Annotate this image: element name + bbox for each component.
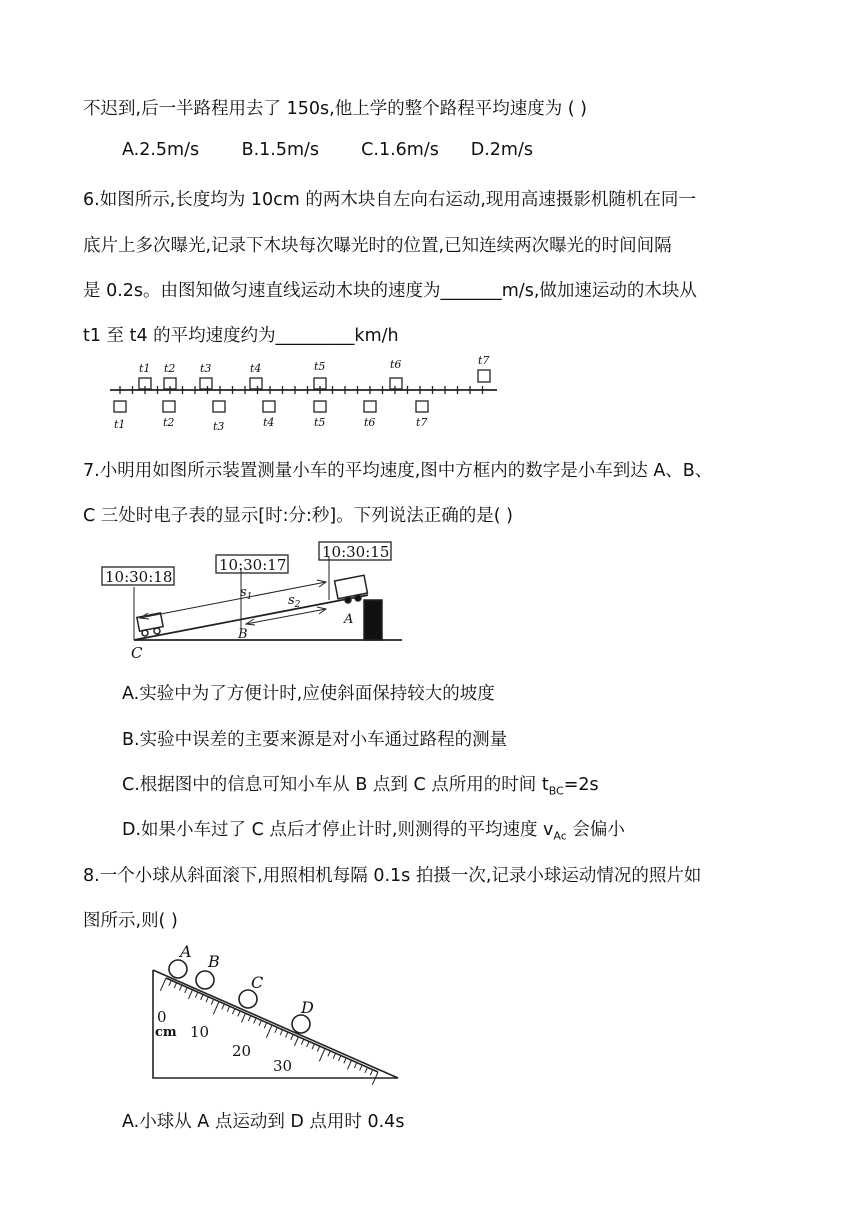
q8-label-c: C <box>251 973 264 992</box>
q6-line-3: 是 0.2s。由图知做匀速直线运动木块的速度为_______m/s,做加速运动的木块从 <box>83 281 697 301</box>
q6-bottom-label-3: t3 <box>213 420 225 433</box>
q7-time-b: 10:30:17 <box>219 556 287 574</box>
q7-label-b: B <box>238 627 248 642</box>
q7-label-c: C <box>131 644 143 662</box>
q7-option-c: C.根据图中的信息可知小车从 B 点到 C 点所用的时间 $t_{BC}=2s$ <box>122 775 599 798</box>
q7-line-2: C 三处时电子表的显示[时:分:秒]。下列说法正确的是( ) <box>83 506 513 526</box>
q7-option-b: B.实验中误差的主要来源是对小车通过路程的测量 <box>122 730 508 750</box>
q5-option-c: C.1.6m/s <box>361 140 439 160</box>
q6-top-label-3: t3 <box>200 362 212 375</box>
q6-top-label-7: t7 <box>478 354 490 367</box>
q6-exposure-figure <box>105 350 505 435</box>
q7-option-d: D.如果小车过了 C 点后才停止计时,则测得的平均速度 $v_{Ac}$ 会偏小 <box>122 820 625 843</box>
q7-time-c: 10:30:18 <box>105 568 173 586</box>
q7-line-1: 7.小明用如图所示装置测量小车的平均速度,图中方框内的数字是小车到达 A、B、 <box>83 461 713 481</box>
q8-scale-10: 10 <box>190 1023 210 1041</box>
q8-label-d: D <box>301 998 314 1017</box>
q8-label-a: A <box>180 942 192 961</box>
q6-top-label-4: t4 <box>250 362 262 375</box>
q5-line: 不迟到,后一半路程用去了 150s,他上学的整个路程平均速度为 ( ) <box>83 99 587 119</box>
q8-scale-30: 30 <box>273 1057 293 1075</box>
q5-option-a: A.2.5m/s <box>122 140 200 160</box>
q6-bottom-label-4: t4 <box>263 416 275 429</box>
q6-line-1: 6.如图所示,长度均为 10cm 的两木块自左向右运动,现用高速摄影机随机在同一 <box>83 190 696 210</box>
q8-ball-a <box>169 960 187 978</box>
q6-bottom-label-6: t6 <box>364 416 376 429</box>
q6-top-label-5: t5 <box>314 360 326 373</box>
q8-option-a: A.小球从 A 点运动到 D 点用时 0.4s <box>122 1112 405 1132</box>
q6-bottom-label-1: t1 <box>114 418 126 431</box>
q5-option-b: B.1.5m/s <box>241 140 320 160</box>
q7-time-a: 10:30:15 <box>322 543 390 561</box>
q8-ramp-figure <box>148 940 408 1085</box>
q7-label-a: A <box>344 612 354 627</box>
q5-options <box>122 140 533 160</box>
q7-incline-figure <box>100 540 410 665</box>
q8-scale-20: 20 <box>232 1042 252 1060</box>
q8-line-2: 图所示,则( ) <box>83 911 178 931</box>
q6-bottom-label-5: t5 <box>314 416 326 429</box>
q5-option-d: D.2m/s <box>470 140 533 160</box>
q6-top-label-6: t6 <box>390 358 402 371</box>
q8-ball-d <box>292 1015 310 1033</box>
q7-label-s2: $s_2$ <box>288 593 301 610</box>
q6-top-label-1: t1 <box>139 362 151 375</box>
q8-ball-c <box>239 990 257 1008</box>
q8-label-b: B <box>208 952 220 971</box>
q6-line-4: t1 至 t4 的平均速度约为_________km/h <box>83 326 399 346</box>
q7-label-s1: $s_1$ <box>240 585 253 602</box>
q6-bottom-label-7: t7 <box>416 416 428 429</box>
q6-top-label-2: t2 <box>164 362 176 375</box>
q7-option-a: A.实验中为了方便计时,应使斜面保持较大的坡度 <box>122 684 495 704</box>
q6-bottom-label-2: t2 <box>163 416 175 429</box>
q8-ball-b <box>196 971 214 989</box>
q8-line-1: 8.一个小球从斜面滚下,用照相机每隔 0.1s 拍摄一次,记录小球运动情况的照片如 <box>83 866 702 886</box>
q8-scale-0: 0 <box>157 1008 167 1026</box>
q8-scale-unit: cm <box>155 1025 177 1040</box>
q6-line-2: 底片上多次曝光,记录下木块每次曝光时的位置,已知连续两次曝光的时间间隔 <box>83 236 672 256</box>
